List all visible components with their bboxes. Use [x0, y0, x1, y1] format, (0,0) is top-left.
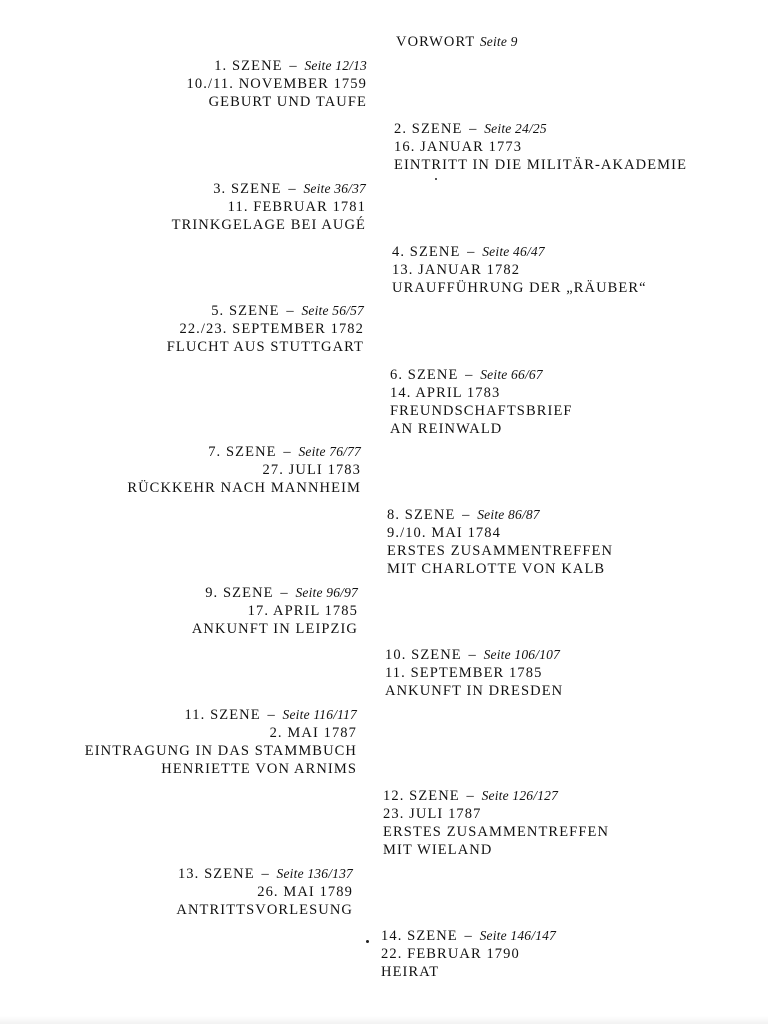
- scene-title: FREUNDSCHAFTSBRIEF: [390, 403, 573, 419]
- scene-number: 8. SZENE: [387, 507, 456, 523]
- scene-date: 16. JANUAR 1773: [394, 139, 523, 155]
- scene-page-ref: Seite 106/107: [483, 647, 561, 662]
- scene-heading: 5. SZENE – Seite 56/57: [211, 303, 364, 319]
- scene-entry-14: [381, 927, 556, 981]
- scene-heading: 9. SZENE – Seite 96/97: [205, 585, 358, 601]
- scene-number: 11. SZENE: [184, 707, 261, 723]
- scene-heading: 2. SZENE – Seite 24/25: [394, 121, 547, 137]
- vorwort-label: VORWORT: [396, 34, 476, 50]
- scene-title: TRINKGELAGE BEI AUGÉ: [171, 217, 366, 233]
- scene-entry-10: [385, 646, 563, 700]
- scene-title: FLUCHT AUS STUTTGART: [166, 339, 364, 355]
- scene-number: 12. SZENE: [383, 788, 460, 804]
- scene-number: 1. SZENE: [214, 58, 283, 74]
- vorwort-line: [396, 33, 518, 51]
- scene-heading: 4. SZENE – Seite 46/47: [392, 244, 545, 260]
- scene-date: 13. JANUAR 1782: [392, 262, 521, 278]
- scene-entry-11: [85, 706, 357, 778]
- scene-entry-4: [392, 243, 647, 297]
- scene-title: ANTRITTSVORLESUNG: [176, 902, 353, 918]
- scene-number: 7. SZENE: [208, 444, 277, 460]
- scene-title: HEIRAT: [381, 964, 440, 980]
- scene-title: GEBURT UND TAUFE: [208, 94, 367, 110]
- scene-entry-5: [167, 302, 364, 356]
- scene-heading: 6. SZENE – Seite 66/67: [390, 367, 543, 383]
- scene-page-ref: Seite 96/97: [295, 585, 358, 600]
- scene-page-ref: Seite 116/117: [282, 707, 357, 722]
- scene-heading: 13. SZENE – Seite 136/137: [177, 866, 353, 882]
- scene-number: 6. SZENE: [390, 367, 459, 383]
- scene-date: 11. FEBRUAR 1781: [227, 199, 366, 215]
- scene-title: EINTRITT IN DIE MILITÄR-AKADEMIE: [394, 157, 688, 173]
- scene-heading: 1. SZENE – Seite 12/13: [214, 58, 367, 74]
- scene-number: 13. SZENE: [177, 866, 255, 882]
- scene-title: ANKUNFT IN LEIPZIG: [191, 621, 358, 637]
- scene-page-ref: Seite 86/87: [477, 507, 540, 522]
- scene-date: 11. SEPTEMBER 1785: [385, 665, 543, 681]
- scene-date: 23. JULI 1787: [383, 806, 482, 822]
- scene-title: URAUFFÜHRUNG DER „RÄUBER“: [392, 280, 647, 296]
- scene-title: AN REINWALD: [390, 421, 503, 437]
- scene-number: 5. SZENE: [211, 303, 280, 319]
- scene-heading: 10. SZENE – Seite 106/107: [385, 647, 561, 663]
- scene-date: 22. FEBRUAR 1790: [381, 946, 520, 962]
- scene-number: 4. SZENE: [392, 244, 461, 260]
- scene-number: 2. SZENE: [394, 121, 463, 137]
- scene-date: 2. MAI 1787: [269, 725, 357, 741]
- scene-title: EINTRAGUNG IN DAS STAMMBUCH: [84, 743, 357, 759]
- scene-entry-8: [387, 506, 613, 578]
- scene-entry-9: [192, 584, 358, 638]
- scene-date: 17. APRIL 1785: [247, 603, 358, 619]
- vorwort-entry: [396, 33, 518, 51]
- scene-entry-2: [394, 120, 687, 174]
- scene-date: 14. APRIL 1783: [390, 385, 501, 401]
- scene-date: 10./11. NOVEMBER 1759: [186, 76, 367, 92]
- scene-page-ref: Seite 12/13: [304, 58, 367, 73]
- scene-title: ERSTES ZUSAMMENTREFFEN: [387, 543, 614, 559]
- scene-date: 9./10. MAI 1784: [387, 525, 501, 541]
- scene-page-ref: Seite 36/37: [303, 181, 366, 196]
- print-speck: [366, 940, 369, 943]
- scene-entry-1: [187, 57, 367, 111]
- scene-title: MIT WIELAND: [383, 842, 493, 858]
- scene-number: 3. SZENE: [213, 181, 282, 197]
- scene-page-ref: Seite 24/25: [484, 121, 547, 136]
- scene-heading: 3. SZENE – Seite 36/37: [213, 181, 366, 197]
- scene-heading: 8. SZENE – Seite 86/87: [387, 507, 540, 523]
- scene-title: RÜCKKEHR NACH MANNHEIM: [127, 480, 361, 496]
- scene-title: ERSTES ZUSAMMENTREFFEN: [383, 824, 610, 840]
- scene-entry-13: [176, 865, 353, 919]
- scene-page-ref: Seite 66/67: [480, 367, 543, 382]
- scene-entry-7: [127, 443, 361, 497]
- scene-entry-12: [383, 787, 609, 859]
- scene-page-ref: Seite 46/47: [482, 244, 545, 259]
- page-bottom-edge: [0, 1016, 768, 1024]
- scene-heading: 12. SZENE – Seite 126/127: [383, 788, 559, 804]
- scene-page-ref: Seite 126/127: [481, 788, 559, 803]
- scene-title: MIT CHARLOTTE VON KALB: [387, 561, 606, 577]
- scene-date: 22./23. SEPTEMBER 1782: [179, 321, 364, 337]
- scene-page-ref: Seite 76/77: [298, 444, 361, 459]
- scene-number: 14. SZENE: [381, 928, 458, 944]
- print-speck: [435, 178, 437, 180]
- scene-page-ref: Seite 146/147: [479, 928, 557, 943]
- scene-date: 27. JULI 1783: [262, 462, 361, 478]
- scene-heading: 11. SZENE – Seite 116/117: [184, 707, 357, 723]
- scene-page-ref: Seite 136/137: [276, 866, 353, 881]
- scene-title: HENRIETTE VON ARNIMS: [161, 761, 357, 777]
- scene-entry-6: [390, 366, 573, 438]
- scene-heading: 14. SZENE – Seite 146/147: [381, 928, 557, 944]
- scene-heading: 7. SZENE – Seite 76/77: [208, 444, 361, 460]
- scene-title: ANKUNFT IN DRESDEN: [385, 683, 564, 699]
- scene-entry-3: [172, 180, 366, 234]
- scene-page-ref: Seite 56/57: [301, 303, 364, 318]
- vorwort-page-ref: Seite 9: [479, 34, 518, 49]
- scene-number: 10. SZENE: [385, 647, 462, 663]
- scene-date: 26. MAI 1789: [257, 884, 353, 900]
- scene-number: 9. SZENE: [205, 585, 274, 601]
